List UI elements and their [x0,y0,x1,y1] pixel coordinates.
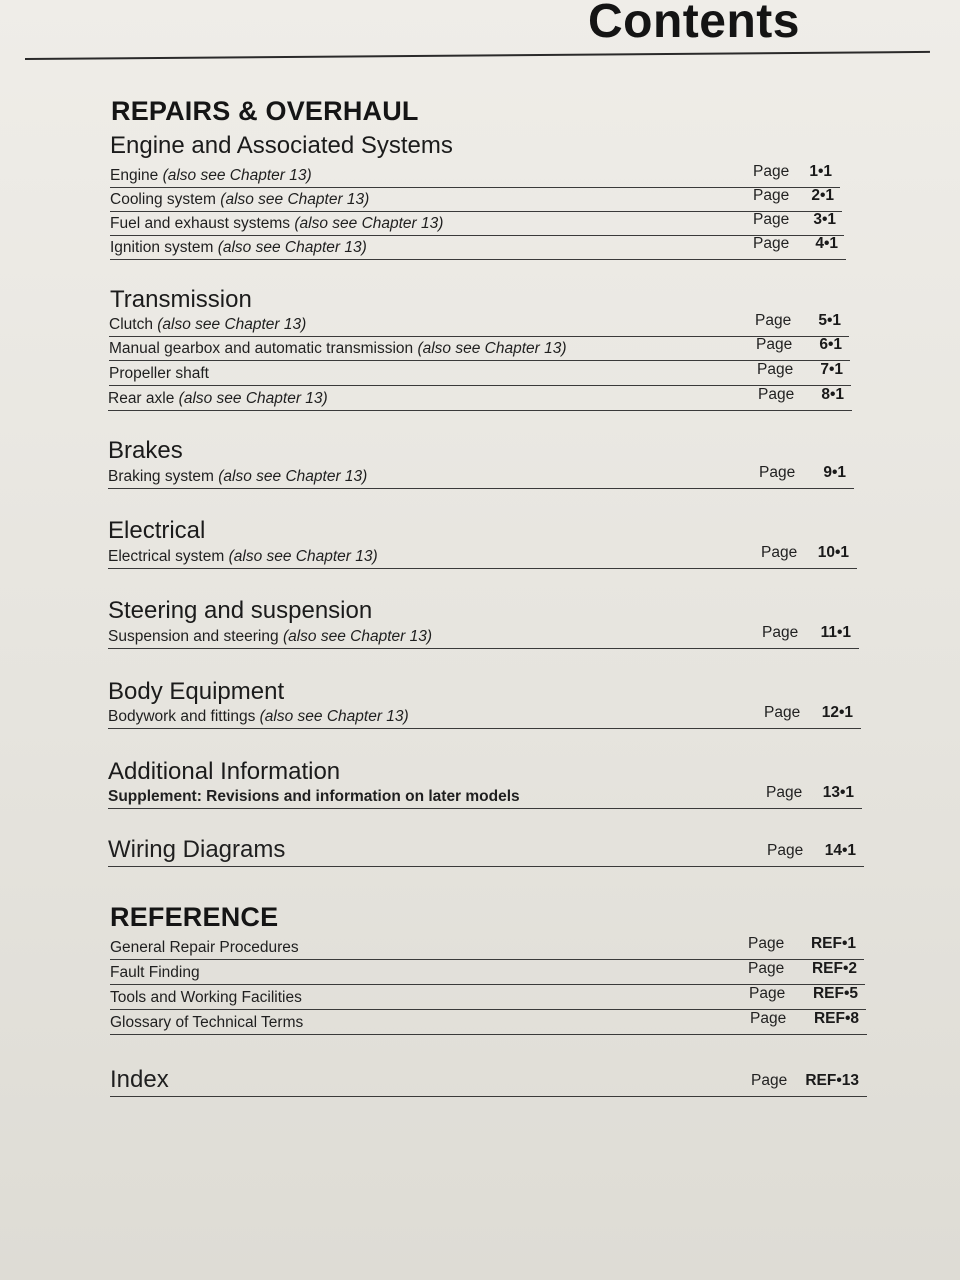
toc-entry-engine[interactable] [110,162,840,188]
entry-title: Tools and Working Facilities [110,989,302,1006]
entry-title: Supplement: Revisions and information on later models [108,788,520,805]
page-label: Page [757,361,794,378]
entry-title: Fault Finding [110,964,200,981]
toc-entry-general-repair[interactable] [110,934,864,960]
page-label: Page [766,784,803,801]
entry-title: Bodywork and fittings (also see Chapter 13) [108,708,409,725]
page-label: Page [749,985,786,1002]
page-label: Page [761,544,798,561]
toc-entry-fault-finding[interactable] [110,959,865,985]
page-label: Page [748,960,785,977]
entry-title: Suspension and steering (also see Chapter 13) [108,628,432,645]
toc-entry-supplement[interactable] [108,783,862,809]
page-number: 6•1 [819,336,842,353]
page-label: Page [753,235,790,252]
entry-title: Fuel and exhaust systems (also see Chapter 13) [110,215,444,232]
page-label: Page [767,842,804,859]
toc-entry-rear-axle[interactable] [108,385,852,411]
page-label: Page [758,386,795,403]
page-number: 5•1 [818,312,841,329]
entry-title: Braking system (also see Chapter 13) [108,468,368,485]
toc-entry-clutch[interactable] [109,311,849,337]
page-number: 3•1 [813,211,836,228]
page-label: Page [762,624,799,641]
entry-title: Index [110,1066,169,1093]
entry-title: Electrical system (also see Chapter 13) [108,548,378,565]
toc-entry-cooling[interactable] [110,186,842,212]
entry-title: Manual gearbox and automatic transmission (also see Chapter 13) [109,340,567,357]
section-heading-body: Body Equipment [108,678,285,705]
page-number: REF•5 [812,985,858,1002]
title-rule [25,51,930,60]
toc-entry-electrical[interactable] [108,543,857,569]
toc-entry-propeller[interactable] [109,360,851,386]
entry-title: Glossary of Technical Terms [110,1014,304,1031]
page-label: Page [753,163,790,180]
page-label: Page [759,464,796,481]
page-number: 4•1 [815,235,838,252]
page-label: Page [748,935,785,952]
section-heading-engine: Engine and Associated Systems [110,132,453,159]
entry-title: Rear axle (also see Chapter 13) [108,390,328,407]
page-number: REF•13 [805,1072,859,1089]
section-heading-brakes: Brakes [108,437,183,464]
entry-title: Ignition system (also see Chapter 13) [110,239,367,256]
part-heading-repairs: REPAIRS & OVERHAUL [111,96,419,126]
toc-entry-tools[interactable] [110,984,866,1010]
entry-title: Engine (also see Chapter 13) [110,167,312,184]
toc-entry-index[interactable] [110,1064,867,1097]
toc-entry-braking[interactable] [108,463,854,489]
page-label: Page [756,336,793,353]
entry-title: Wiring Diagrams [108,836,286,863]
section-heading-steering: Steering and suspension [108,597,373,624]
page-label: Page [755,312,792,329]
toc-entry-wiring[interactable] [108,838,864,867]
page-title: Contents [588,0,800,48]
page-number: 12•1 [821,704,853,721]
page-number: 7•1 [820,361,843,378]
toc-entry-fuel[interactable] [110,210,844,236]
section-heading-electrical: Electrical [108,517,206,544]
page-number: REF•1 [810,935,856,952]
page-label: Page [753,187,790,204]
page-number: 10•1 [817,544,849,561]
page-number: 8•1 [821,386,844,403]
page-label: Page [764,704,801,721]
entry-title: General Repair Procedures [110,939,299,956]
section-heading-additional: Additional Information [108,758,341,785]
page-number: 14•1 [824,842,856,859]
page-label: Page [751,1072,788,1089]
toc-entry-gearbox[interactable] [109,335,850,361]
toc-entry-bodywork[interactable] [108,703,861,729]
page-number: 2•1 [811,187,834,204]
page-number: REF•2 [811,960,857,977]
toc-entry-glossary[interactable] [110,1009,867,1035]
page-number: REF•8 [813,1010,859,1027]
page-number: 1•1 [809,163,832,180]
entry-title: Cooling system (also see Chapter 13) [110,191,370,208]
page-label: Page [753,211,790,228]
section-heading-transmission: Transmission [110,286,252,313]
part-heading-reference: REFERENCE [110,902,279,932]
toc-entry-ignition[interactable] [110,234,846,260]
entry-title: Propeller shaft [109,365,209,382]
page-label: Page [750,1010,787,1027]
page-number: 11•1 [820,624,851,641]
page-number: 13•1 [822,784,854,801]
entry-title: Clutch (also see Chapter 13) [109,316,307,333]
toc-entry-suspension[interactable] [108,623,859,649]
page-number: 9•1 [823,464,846,481]
